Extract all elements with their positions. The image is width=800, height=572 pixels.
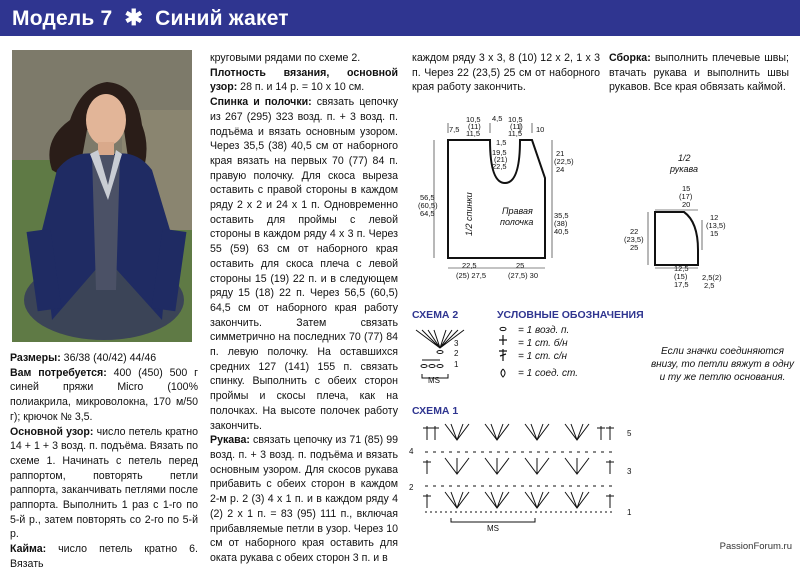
dim-label: 25 bbox=[630, 243, 639, 252]
row-number: 1 bbox=[454, 360, 459, 369]
dim-label: (11) bbox=[510, 122, 523, 131]
dim-label: (21) bbox=[494, 155, 508, 164]
dim-label: 40,5 bbox=[554, 227, 569, 236]
schema-1-diagram bbox=[405, 418, 645, 533]
row-number: 1 bbox=[627, 508, 632, 517]
dim-label: 35,5 bbox=[554, 211, 569, 220]
materials-paragraph: Вам потребуется: 400 (450) 500 г синей пряжи Micro (100% полиакрила, микроволокна, 170 м/50 г); крючок № 3,5. bbox=[10, 366, 198, 423]
watermark: PassionForum.ru bbox=[719, 541, 792, 552]
dim-label: 2,5(2) bbox=[702, 273, 722, 282]
schema-2-title: СХЕМА 2 bbox=[412, 309, 459, 321]
legend-item: = 1 соед. ст. bbox=[518, 368, 579, 379]
row-number: 2 bbox=[454, 349, 459, 358]
model-number: Модель 7 bbox=[12, 7, 113, 30]
front-label: Правая bbox=[502, 206, 533, 216]
text-column-4 bbox=[609, 51, 789, 95]
body-pattern-diagram bbox=[420, 108, 600, 288]
text-column-1 bbox=[10, 351, 198, 572]
row-number: 2 bbox=[409, 483, 414, 492]
dim-label: 22,5 bbox=[492, 162, 507, 171]
dim-label: 12 bbox=[710, 213, 719, 222]
dim-label: 25 bbox=[516, 261, 525, 270]
edging-cont-paragraph: круговыми рядами по схеме 2. bbox=[210, 52, 361, 64]
sleeve-pattern-diagram bbox=[618, 150, 728, 300]
dim-label: (15) bbox=[674, 272, 688, 281]
dim-label: (22,5) bbox=[554, 157, 574, 166]
dim-label: (27,5) 30 bbox=[508, 271, 539, 280]
text-column-3 bbox=[412, 51, 600, 95]
dim-label: 21 bbox=[556, 149, 565, 158]
back-fronts-paragraph: Спинка и полочки: связать цепочку из 267 (295) 323 возд. п. + 3 возд. п. подъёма и вязать основным узором. Через 35,5 (38) 40,5 см от наборного края вязать на первых 70 (77) 84 п. правую полочку. Для скоса выреза оставить с правой стороны в каждом ряду 2 х 2 и 24 х 1 п. Одновременно оставить для проймы с левой стороны в каждом ряду 4 х 3 п. Через 55 (59) 63 см от наборного края оставить для скоса плеча с левой стороны 15 (19) 22 п. и в следующем ряду 15 (18) 22 п. Через 56,5 (60,5) 64,5 см от наборного края работу закончить. Затем связать симметрично на последних 70 (77) 84 п. левую полочку. На оставшихся средних 127 (141) 155 п. связать спинку. Выполнить с обеих сторон проймы и скосы плеча, как на полочках. На высоте полочек работу закончить. bbox=[210, 96, 399, 432]
dim-label: 12,5 bbox=[674, 264, 689, 273]
sleeve-title-2: рукава bbox=[670, 164, 698, 174]
single-crochet-icon bbox=[499, 335, 507, 345]
sizes-paragraph: Размеры: 36/38 (40/42) 44/46 bbox=[10, 352, 157, 364]
slip-stitch-icon bbox=[501, 369, 505, 377]
sleeves-cont-paragraph: каждом ряду 3 х 3, 8 (10) 12 х 2, 1 х 3 п. Через 22 (23,5) 25 см от наборного края работу закончить. bbox=[412, 52, 600, 94]
dim-label: 11,5 bbox=[466, 129, 481, 138]
model-name: Синий жакет bbox=[155, 7, 289, 30]
dim-label: 10 bbox=[536, 125, 545, 134]
chain-stitch-icon bbox=[500, 327, 506, 330]
dim-label: 4,5 bbox=[492, 114, 503, 123]
dim-label: 10,5 bbox=[466, 115, 481, 124]
back-label: 1/2 спинки bbox=[464, 192, 474, 236]
dim-label: 20 bbox=[682, 200, 691, 209]
sleeves-paragraph: Рукава: связать цепочку из 71 (85) 99 возд. п. + 3 возд. п. подъёма и вязать основным узором. Для скосов рукава прибавить с обеих сторон в каждом 2-м р. 2 (3) 4 х 1 п. и в каждом ряду 4 (2) 2 х 1 п. = 83 (95) 111 п., включая прибавляемые петли в узор. Через 10 см от наборного края оставить для оката рукава с обеих сторон 3 п. и в bbox=[210, 434, 398, 564]
dim-label: (13,5) bbox=[706, 221, 726, 230]
legend-item: = 1 ст. с/н bbox=[518, 351, 568, 362]
dim-label: 7,5 bbox=[449, 125, 460, 134]
legend-title: УСЛОВНЫЕ ОБОЗНАЧЕНИЯ bbox=[497, 309, 644, 321]
symbols-note: Если значки соединяются внизу, то петли вяжут в одну и ту же петлю основания. bbox=[650, 346, 795, 383]
dim-label: 11,5 bbox=[508, 129, 523, 138]
dim-label: (11) bbox=[468, 122, 481, 131]
dim-label: (17) bbox=[679, 192, 693, 201]
dim-label: 22,5 bbox=[462, 261, 477, 270]
dim-label: 1,5 bbox=[496, 138, 507, 147]
sleeve-title: 1/2 bbox=[678, 153, 691, 163]
gauge-paragraph: Плотность вязания, основной узор: 28 п. и 14 р. = 10 х 10 см. bbox=[210, 66, 398, 94]
dim-label: (23,5) bbox=[624, 235, 644, 244]
edging-paragraph: Кайма: число петель кратно 6. Вязать bbox=[10, 543, 198, 570]
dim-label: 56,5 bbox=[420, 193, 435, 202]
dim-label: 22 bbox=[630, 227, 639, 236]
front-label-2: полочка bbox=[500, 217, 534, 227]
row-number: 4 bbox=[409, 447, 414, 456]
page-title bbox=[12, 5, 295, 31]
row-number: 3 bbox=[454, 339, 459, 348]
double-crochet-icon bbox=[499, 349, 507, 361]
woman-photo-illustration bbox=[12, 50, 192, 342]
ms-label: MS bbox=[487, 524, 499, 533]
dim-label: (38) bbox=[554, 219, 568, 228]
schema-1-title: СХЕМА 1 bbox=[412, 405, 459, 417]
schema-2-diagram bbox=[412, 322, 472, 384]
row-number: 3 bbox=[627, 467, 632, 476]
dim-label: 15 bbox=[710, 229, 719, 238]
dim-label: 10,5 bbox=[508, 115, 523, 124]
row-number: 5 bbox=[627, 429, 632, 438]
star-icon: ✱ bbox=[124, 5, 144, 30]
assembly-paragraph: Сборка: выполнить плечевые швы; втачать рукава и выполнить швы рукавов. Все края обвязать каймой. bbox=[609, 52, 789, 94]
legend-item: = 1 возд. п. bbox=[518, 325, 570, 336]
dim-label: (25) 27,5 bbox=[456, 271, 487, 280]
dim-label: 64,5 bbox=[420, 209, 435, 218]
dim-label: 19,5 bbox=[492, 148, 507, 157]
model-photo bbox=[12, 50, 192, 342]
ms-label: MS bbox=[428, 376, 440, 385]
legend-item: = 1 ст. б/н bbox=[518, 338, 568, 349]
dim-label: 2,5 bbox=[704, 281, 715, 290]
dim-label: 17,5 bbox=[674, 280, 689, 289]
text-column-2 bbox=[210, 51, 398, 566]
main-pattern-paragraph: Основной узор: число петель кратно 14 + 1 + 3 возд. п. подъёма. Вязать по схеме 1. Начинать с петель перед раппортом, повторять петли раппорта, заканчивать петлями после раппорта. Выполнить 1 раз с 1-го по 5-й р., затем повторять со 2-го по 5-й р. bbox=[10, 425, 198, 541]
dim-label: (60,5) bbox=[418, 201, 438, 210]
page-header bbox=[0, 0, 800, 36]
legend-symbols bbox=[495, 323, 513, 381]
dim-label: 24 bbox=[556, 165, 565, 174]
dim-label: 15 bbox=[682, 184, 691, 193]
